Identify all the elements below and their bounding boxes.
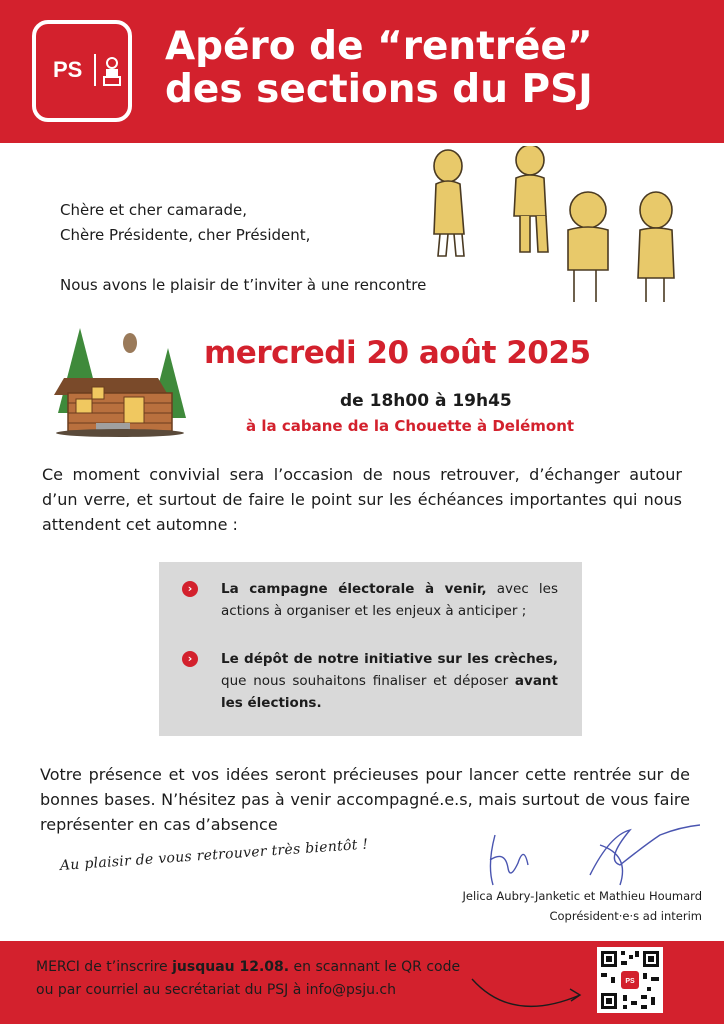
registration-line-2: ou par courriel au secrétariat du PSJ à info@psju.ch: [36, 982, 396, 998]
title-line-1: Apéro de “rentrée”: [165, 24, 593, 69]
invite-text: Nous avons le plaisir de t’inviter à une rencontre: [60, 276, 427, 294]
agenda-item-rest: avec les actions à organiser et les enjeux à anticiper ;: [221, 581, 558, 619]
greeting: [60, 198, 310, 248]
handwritten-signatures: [470, 815, 700, 895]
greeting-line-1: Chère et cher camarade,: [60, 201, 247, 219]
header-banner: [0, 0, 724, 143]
event-place: à la cabane de la Chouette à Delémont: [246, 417, 575, 435]
agenda-item-bold: La campagne électorale à venir,: [221, 581, 487, 597]
registration-line-1-start: MERCI de t’inscrire: [36, 959, 173, 975]
registration-deadline: jusquau 12.08.: [172, 959, 290, 975]
signatory-names: Jelica Aubry-Janketic et Mathieu Houmard: [462, 889, 702, 903]
agenda-item-campaign: [183, 578, 558, 622]
registration-text: [36, 956, 460, 1002]
agenda-item-rest: que nous souhaitons finaliser et déposer: [221, 673, 515, 689]
event-date: mercredi 20 août 2025: [204, 335, 591, 371]
greeting-line-2: Chère Présidente, cher Président,: [60, 226, 311, 244]
footer-banner: [0, 941, 724, 1024]
people-illustration: [418, 146, 708, 306]
signatory-role: Coprésident·e·s ad interim: [549, 909, 702, 923]
cabin-illustration: [50, 323, 190, 438]
ps-logo: [32, 20, 132, 122]
rose-fist-icon: [100, 57, 124, 87]
curved-arrow-icon: [468, 959, 588, 1019]
agenda-box: [159, 562, 582, 736]
title-line-2: des sections du PSJ: [165, 67, 593, 112]
registration-line-1-end: en scannant le QR code: [289, 959, 461, 975]
agenda-item-bold-end: avant les élections.: [221, 673, 558, 711]
intro-paragraph: Ce moment convivial sera l’occasion de nous retrouver, d’échanger autour d’un verre, et surtout de faire le point sur les échéances importantes qui nous attendent cet automne :: [42, 465, 682, 534]
signatories: [420, 886, 702, 926]
page-title: [165, 25, 705, 111]
registration-line-1: [36, 956, 460, 979]
agenda-item-text: [221, 578, 558, 622]
chevron-right-icon: ›: [182, 651, 198, 667]
event-time: de 18h00 à 19h45: [340, 391, 512, 411]
logo-text: PS: [53, 57, 83, 82]
closing-line: Au plaisir de vous retrouver très bientôt !: [59, 836, 369, 874]
qr-badge: PS: [625, 978, 635, 985]
agenda-item-text: [221, 648, 558, 714]
agenda-item-bold: Le dépôt de notre initiative sur les crèches,: [221, 651, 558, 667]
logo-divider: [94, 54, 96, 86]
presence-paragraph: Votre présence et vos idées seront précieuses pour lancer cette rentrée sur de bonnes bases. N’hésitez pas à venir accompagné.e.s, mais surtout de vous faire représenter en cas d’absence: [40, 765, 690, 834]
qr-code[interactable]: [597, 947, 663, 1013]
chevron-right-icon: ›: [182, 581, 198, 597]
agenda-item-initiative: [183, 648, 558, 714]
